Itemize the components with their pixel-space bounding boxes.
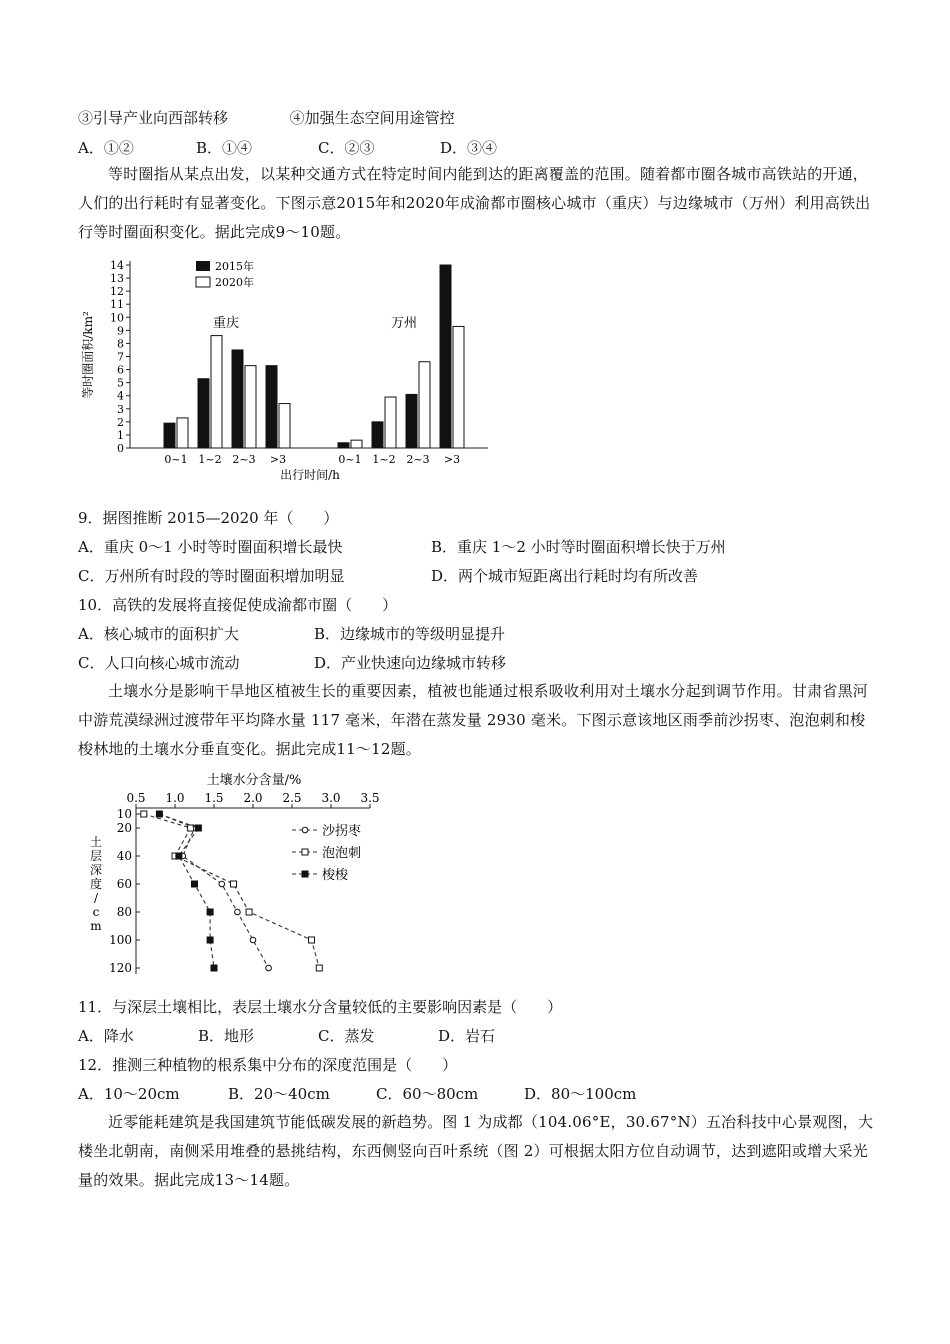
bar-万州-2015年 [338, 443, 349, 448]
bar-万州-2015年 [440, 265, 451, 448]
data-point-泡泡刺 [316, 965, 322, 971]
legend-label-泡泡刺: 泡泡刺 [322, 846, 362, 861]
data-point-梭梭 [207, 937, 213, 943]
x-tick-label: 0~1 [164, 453, 188, 466]
legend-marker [302, 827, 308, 833]
q11-option-a: A．降水 [78, 1027, 134, 1045]
data-point-泡泡刺 [309, 937, 315, 943]
q12-option-a: A．10～20cm [78, 1085, 180, 1103]
y-tick-label: 2 [117, 415, 124, 429]
data-point-泡泡刺 [231, 881, 237, 887]
answer-b: B．①④ [196, 139, 253, 157]
y-axis-label-char: m [90, 919, 102, 933]
bar-重庆-2020年 [177, 418, 188, 448]
y-tick-label: 3 [117, 402, 124, 416]
q9-option-a: A．重庆 0～1 小时等时圈面积增长最快 [78, 538, 343, 556]
option-line [78, 108, 455, 128]
y-tick-label: 80 [116, 905, 132, 919]
x-tick-label: 1~2 [198, 453, 222, 466]
isochrone-bar-chart [78, 255, 498, 485]
y-axis-label-char: 层 [89, 849, 103, 863]
bar-重庆-2015年 [266, 366, 277, 448]
data-point-沙拐枣 [235, 909, 241, 915]
x-tick-label: >3 [443, 453, 461, 466]
y-tick-label: 4 [117, 389, 124, 403]
y-tick-label: 120 [109, 961, 132, 975]
question-10: 10．高铁的发展将直接促使成渝都市圈（ ） [78, 596, 398, 614]
intro-paragraph-11-12: 土壤水分是影响干旱地区植被生长的重要因素，植被也能通过根系吸收利用对土壤水分起到调节作用。甘肃省黑河中游荒漠绿洲过渡带年平均降水量 117 毫米，年潜在蒸发量 2930 毫米。下图示意该地区雨季前沙拐枣、泡泡刺和梭梭林地的土壤水分垂直变化。据此完成11～12题。 [78, 682, 869, 758]
bar-重庆-2015年 [164, 423, 175, 448]
y-axis-label-char: 深 [89, 863, 103, 877]
y-tick-label: 1 [117, 428, 124, 442]
answer-d: D．③④ [440, 139, 498, 157]
x-tick-label: 3.0 [321, 791, 341, 805]
legend-marker [302, 849, 308, 855]
intro-paragraph-13-14: 近零能耗建筑是我国建筑节能低碳发展的新趋势。图 1 为成都（104.06°E，30.67°N）五冶科技中心景观图，大楼坐北朝南，南侧采用堆叠的悬挑结构，东西侧竖向百叶系统（图 2）可根据太阳方位自动调节，达到遮阳或增大采光量的效果。据此完成13～14题。 [78, 1113, 874, 1189]
soil-moisture-chart [78, 768, 408, 983]
y-tick-label: 20 [116, 821, 132, 835]
group-label: 万州 [390, 316, 418, 331]
y-tick-label: 0 [117, 442, 124, 455]
legend-label-2015: 2015年 [215, 260, 254, 273]
y-axis-label-char: c [92, 905, 100, 919]
bar-重庆-2020年 [245, 366, 256, 448]
y-tick-label: 60 [116, 877, 132, 891]
legend-label-2020: 2020年 [215, 276, 254, 289]
y-tick-label: 7 [117, 350, 124, 364]
question-11: 11．与深层土壤相比，表层土壤水分含量较低的主要影响因素是（ ） [78, 998, 563, 1016]
y-tick-label: 10 [116, 807, 132, 821]
bar-重庆-2015年 [232, 350, 243, 448]
legend-marker [302, 871, 308, 877]
data-point-泡泡刺 [141, 811, 147, 817]
data-point-泡泡刺 [246, 909, 252, 915]
x-tick-label: 2~3 [406, 453, 430, 466]
bar-万州-2020年 [419, 362, 430, 448]
series-line-梭梭 [159, 814, 214, 968]
data-point-梭梭 [176, 853, 182, 859]
y-tick-label: 13 [110, 272, 124, 286]
q11-option-b: B．地形 [198, 1027, 255, 1045]
q11-option-d: D．岩石 [438, 1027, 496, 1045]
bar-万州-2020年 [385, 397, 396, 448]
y-tick-label: 11 [110, 298, 124, 312]
x-tick-label: 3.5 [360, 791, 380, 805]
q10-option-d: D．产业快速向边缘城市转移 [314, 654, 507, 672]
option-3: ③引导产业向西部转移 [78, 109, 229, 127]
bar-万州-2020年 [351, 440, 362, 448]
y-tick-label: 9 [117, 324, 124, 338]
data-point-沙拐枣 [250, 937, 256, 943]
q11-option-c: C．蒸发 [318, 1027, 375, 1045]
intro-paragraph-9-10: 等时圈指从某点出发，以某种交通方式在特定时间内能到达的距离覆盖的范围。随着都市圈各城市高铁站的开通，人们的出行耗时有显著变化。下图示意2015年和2020年成渝都市圈核心城市（重庆）与边缘城市（万州）利用高铁出行等时圈面积变化。据此完成9～10题。 [78, 165, 871, 241]
bar-重庆-2020年 [211, 336, 222, 448]
y-tick-label: 10 [110, 311, 124, 325]
q12-option-d: D．80～100cm [524, 1085, 637, 1103]
x-tick-label: >3 [269, 453, 287, 466]
x-tick-label: 0~1 [338, 453, 362, 466]
x-tick-label: 1.0 [165, 791, 185, 805]
bar-重庆-2015年 [198, 379, 209, 448]
y-tick-label: 5 [117, 376, 124, 390]
data-point-梭梭 [211, 965, 217, 971]
x-tick-label: 1~2 [372, 453, 396, 466]
y-axis-label: 等时圈面积/km² [81, 311, 95, 399]
y-axis-label-char: / [93, 891, 99, 905]
answer-c: C．②③ [318, 139, 375, 157]
q9-option-d: D．两个城市短距离出行耗时均有所改善 [431, 567, 699, 585]
x-tick-label: 1.5 [204, 791, 224, 805]
answer-a: A．①② [78, 139, 134, 157]
question-9: 9．据图推断 2015—2020 年（ ） [78, 509, 339, 527]
x-tick-label: 2.0 [243, 791, 263, 805]
data-point-沙拐枣 [219, 881, 225, 887]
q9-option-b: B．重庆 1～2 小时等时圈面积增长快于万州 [431, 538, 726, 556]
data-point-梭梭 [195, 825, 201, 831]
q10-option-b: B．边缘城市的等级明显提升 [314, 625, 506, 643]
y-axis-label-char: 度 [89, 877, 103, 891]
x-tick-label: 0.5 [126, 791, 146, 805]
q9-option-c: C．万州所有时段的等时圈面积增加明显 [78, 567, 345, 585]
legend-swatch-2015 [196, 261, 210, 271]
q12-option-b: B．20～40cm [228, 1085, 330, 1103]
bar-万州-2015年 [372, 422, 383, 448]
x-axis-label: 出行时间/h [280, 468, 340, 482]
question-12: 12．推测三种植物的根系集中分布的深度范围是（ ） [78, 1056, 458, 1074]
legend-label-沙拐枣: 沙拐枣 [322, 824, 362, 839]
bar-万州-2020年 [453, 326, 464, 448]
group-label: 重庆 [212, 316, 240, 331]
option-4: ④加强生态空间用途管控 [289, 109, 455, 127]
q10-option-a: A．核心城市的面积扩大 [78, 625, 239, 643]
y-tick-label: 14 [110, 259, 124, 272]
y-axis-label-char: 土 [89, 835, 103, 849]
series-line-沙拐枣 [159, 814, 268, 968]
y-tick-label: 6 [117, 363, 124, 377]
y-tick-label: 100 [109, 933, 132, 947]
y-tick-label: 40 [116, 849, 132, 863]
q10-option-c: C．人口向核心城市流动 [78, 654, 240, 672]
x-tick-label: 2.5 [282, 791, 302, 805]
bar-万州-2015年 [406, 394, 417, 448]
y-tick-label: 8 [117, 337, 124, 351]
q12-option-c: C．60～80cm [376, 1085, 479, 1103]
chart-title: 土壤水分含量/% [206, 773, 302, 788]
legend-label-梭梭: 梭梭 [322, 868, 349, 883]
data-point-梭梭 [192, 881, 198, 887]
data-point-沙拐枣 [266, 965, 272, 971]
y-tick-label: 12 [110, 285, 124, 299]
series-line-泡泡刺 [144, 814, 319, 968]
data-point-梭梭 [207, 909, 213, 915]
data-point-梭梭 [156, 811, 162, 817]
bar-重庆-2020年 [279, 404, 290, 448]
legend-swatch-2020 [196, 277, 210, 287]
x-tick-label: 2~3 [232, 453, 256, 466]
